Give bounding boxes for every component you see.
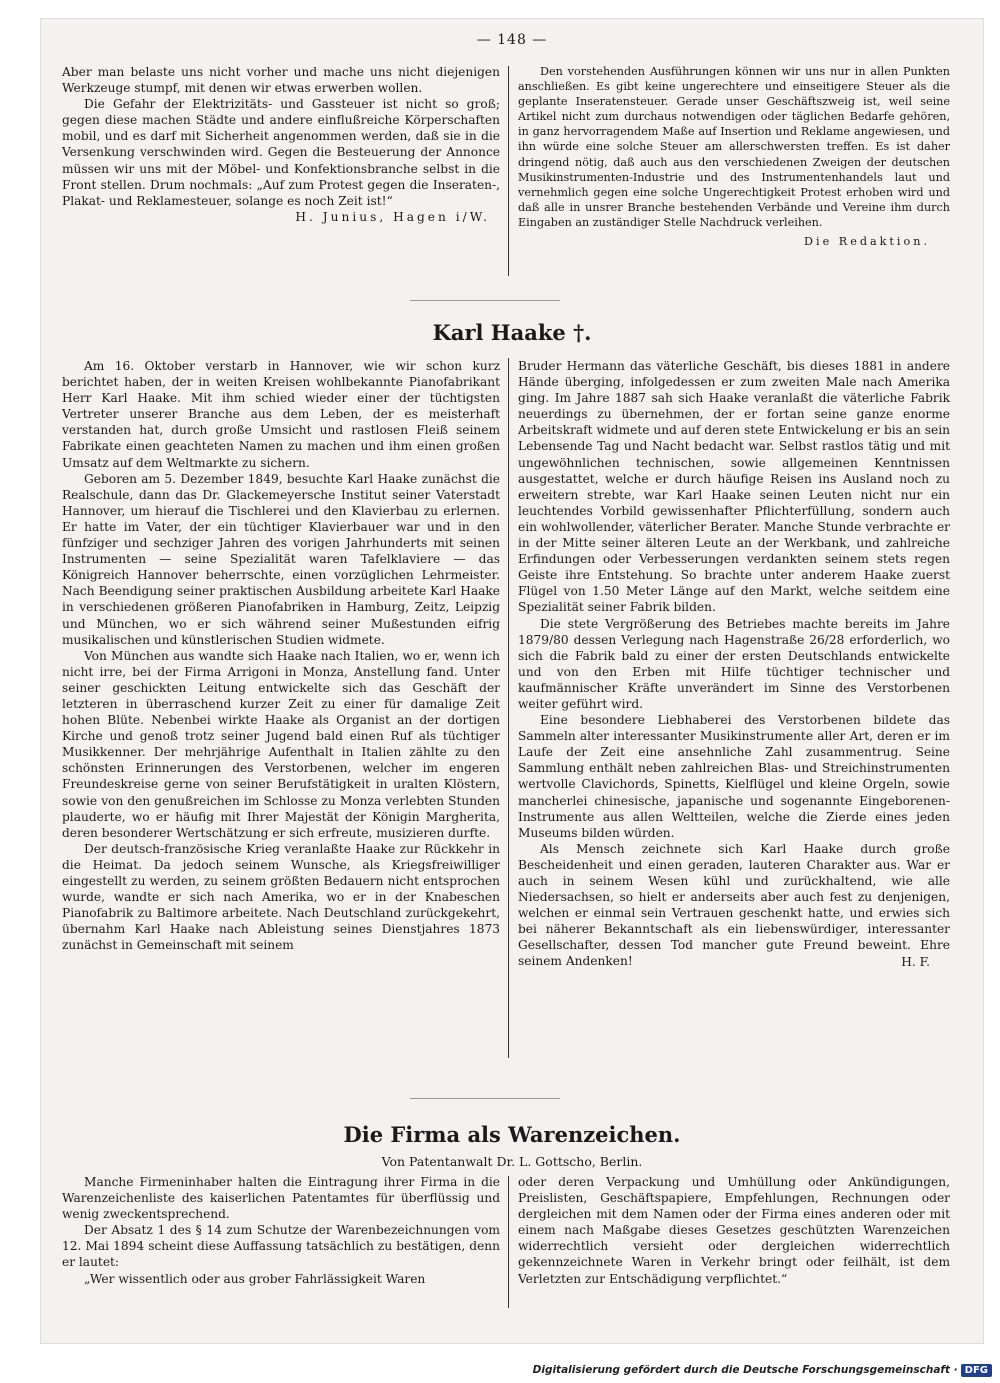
byline: Von Patentanwalt Dr. L. Gottscho, Berlin. — [381, 1154, 643, 1169]
paragraph: Geboren am 5. Dezember 1849, besuchte Karl Haake zunächst die Realschule, dann das Dr. Glackemeyersche Institut seiner Vaterstadt Hannover, um hierauf die Tischlerei und den Klavierbau zu erlernen. Er hatte im Vater, der ein tüchtiger Klavierbauer war und in den fünfziger und sechziger Jahren des vorigen Jahrhunderts mit seinen Instrumenten — seine Spezialität waren Tafelklaviere — das Königreich Hannover beherrschte, einen vorzüglichen Lehrmeister. Nach Beendigung seiner praktischen Ausbildung arbeitete Karl Haake in verschiedenen größeren Pianofabriken in Hamburg, Zeitz, Leipzig und München, wo er sich während seiner Mußestunden eifrig musikalischen und künstlerischen Studien widmete. — [62, 471, 500, 647]
paragraph: Von München aus wandte sich Haake nach Italien, wo er, wenn ich nicht irre, bei der Firma Arrigoni in Monza, Anstellung fand. Unter seiner geschickten Leitung entwickelte sich das Geschäft der letzteren in überraschend kurzer Zeit zu einer für damalige Zeit hohen Blüte. Nebenbei wirkte Haake als Organist an der dortigen Kirche und genoß trotz seiner Jugend bald einen Ruf als tüchtiger Musikkenner. Der mehrjährige Aufenthalt in Italien zählte zu den schönsten Erinnerungen des Verstorbenen, welcher im engeren Freundeskreise gerne von seiner Berufstätigkeit in uralten Klöstern, sowie von den genußreichen im Schlosse zu Monza verlebten Stunden plauderte, wo er häufig mit Ihrer Majestät der Königin Margherita, deren besonderer Wertschätzung er sich erfreute, musizieren durfte. — [62, 648, 500, 840]
article-title: Die Firma als Warenzeichen. — [343, 1122, 681, 1147]
top-right-column — [518, 64, 950, 249]
paragraph: Manche Firmeninhaber halten die Eintragung ihrer Firma in die Warenzeichenliste des kaiserlichen Patentamtes für überflüssig und wenig zweckentsprechend. — [62, 1175, 500, 1222]
column-divider — [508, 66, 509, 276]
paragraph: Bruder Hermann das väterliche Geschäft, bis dieses 1881 in andere Hände überging, infolgedessen er zum zweiten Male nach Amerika ging. Im Jahre 1887 sah sich Haake veranlaßt die väterliche Fabrik neuerdings zu übernehmen, der er fortan seine ganze enorme Arbeitskraft widmete und auf deren stete Entwickelung er bis an sein Lebensende Tag und Nacht bedacht war. Selbst rastlos tätig und mit ungewöhnlichen technischen, sowie allgemeinen Kenntnissen ausgestattet, welche er durch häufige Reisen ins Ausland noch zu erweitern strebte, war Karl Haake seinen Leuten nicht nur ein leuchtendes Vorbild gewissenhafter Pflichterfüllung, sondern auch ein wohlwollender, väterlicher Berater. Manche Stunde verbrachte er in der Mitte seiner älteren Leute an der Werkbank, und zahlreiche Erfindungen oder Verbesserungen verdankten seinem stets regen Geiste ihre Entstehung. So brachte unter anderem Haake zuerst Flügel von 1.50 Meter Länge auf den Markt, welche seitdem eine Spezialität seiner Fabrik bilden. — [518, 359, 950, 615]
top-left-column — [62, 64, 500, 225]
paragraph: „Wer wissentlich oder aus grober Fahrlässigkeit Waren — [84, 1271, 426, 1286]
paragraph: Der Absatz 1 des § 14 zum Schutze der Warenbezeichnungen vom 12. Mai 1894 scheint diese Auffassung tatsächlich zu bestätigen, denn er lautet: — [62, 1223, 500, 1270]
signature: H. F. — [901, 954, 930, 969]
article2-right-column — [518, 1174, 950, 1287]
separator — [410, 1098, 560, 1099]
column-divider — [508, 1176, 509, 1308]
page-number: — 148 — — [476, 32, 548, 48]
dfg-logo: DFG — [961, 1364, 992, 1377]
column-divider — [508, 358, 509, 1058]
paragraph: Aber man belaste uns nicht vorher und mache uns nicht diejenigen Werkzeuge stumpf, mit denen wir etwas erwerben wollen. — [62, 65, 500, 96]
paragraph: oder deren Verpackung und Umhüllung oder Ankündigungen, Preislisten, Geschäftspapiere, Empfehlungen, Rechnungen oder dergleichen mit dem Namen oder der Firma eines anderen oder mit einem nach Maßgabe dieses Gesetzes geschützten Warenzeichen widerrechtlich versieht oder dergleichen widerrechtlich gekennzeichnete Waren in Verkehr bringt oder feilhält, ist dem Verletzten zur Entschädigung verpflichtet.“ — [518, 1175, 950, 1286]
paragraph: Die Gefahr der Elektrizitäts- und Gassteuer ist nicht so groß; gegen diese machen Städte und andere einflußreiche Körperschaften mobil, und es darf mit Sicherheit angenommen werden, daß sie in die Versenkung verschwinden wird. Gegen die Besteuerung der Annonce müssen wir uns mit der Möbel- und Konfektionsbranche selbst in die Front stellen. Drum nochmals: „Auf zum Protest gegen die Inseraten-, Plakat- und Reklamesteuer, solange es noch Zeit ist!“ — [62, 97, 500, 208]
article1-left-column — [62, 358, 500, 953]
article2-left-column — [62, 1174, 500, 1287]
article-title: Karl Haake †. — [432, 320, 592, 345]
paragraph: Als Mensch zeichnete sich Karl Haake durch große Bescheidenheit und einen geraden, lauteren Charakter aus. War er auch in seinem Wesen kühl und zurückhaltend, wie alle Niedersachsen, so hielt er anderseits aber auch fest zu denjenigen, welchen er einmal sein Vertrauen geschenkt hatte, und erwies sich bei näherer Bekanntschaft als ein liebenswürdiger, interessanter Gesellschafter, dessen Tod mancher gute Freund beweint. Ehre seinem Andenken! — [518, 841, 950, 969]
newspaper-page — [40, 18, 984, 1344]
paragraph: Der deutsch-französische Krieg veranlaßte Haake zur Rückkehr in die Heimat. Da jedoch seinem Wunsche, als Kriegsfreiwilliger eingestellt zu werden, zu seinem größten Bedauern nicht entsprochen wurde, wandte er sich nach Amerika, wo er in der Knabeschen Pianofabrik zu Baltimore arbeitete. Nach Deutschland zurückgekehrt, übernahm Karl Haake nach Ableistung seines Dienstjahres 1873 zunächst in Gemeinschaft mit seinem — [62, 841, 500, 953]
paragraph: Die stete Vergrößerung des Betriebes machte bereits im Jahre 1879/80 dessen Verlegung nach Hagenstraße 26/28 erforderlich, wo sich die Fabrik bald zu einer der ersten Deutschlands entwickelte und von den Erben mit Hilfe tüchtiger technischer und kaufmännischer Kräfte unverändert im Sinne des Verstorbenen weiter geführt wird. — [518, 616, 950, 711]
footer-text: Digitalisierung gefördert durch die Deutsche Forschungsgemeinschaft · — [532, 1364, 958, 1376]
paragraph: Eine besondere Liebhaberei des Verstorbenen bildete das Sammeln alter interessanter Musikinstrumente aller Art, deren er im Laufe der Zeit eine ansehnliche Zahl zusammentrug. Seine Sammlung enthält neben zahlreichen Blas- und Streichinstrumenten wertvolle Clavichords, Spinetts, Kielflügel und kleine Orgeln, sowie mancherlei chinesische, japanische und sogenannte Eingeborenen-Instrumente aus allen Weltteilen, welche die Zierde eines jeden Museums bilden würden. — [518, 713, 950, 840]
separator — [410, 300, 560, 301]
paragraph: Den vorstehenden Ausführungen können wir uns nur in allen Punkten anschließen. Es gibt keine ungerechtere und einseitigere Steuer als die geplante Inseratensteuer. Gerade unser Geschäftszweig ist, weil seine Artikel nicht zum durchaus notwendigen oder täglichen Bedarfe gehören, in ganz hervorragendem Maße auf Insertion und Reklame angewiesen, und ihn würde eine solche Steuer am allerschwersten treffen. Es ist daher dringend nötig, daß auch aus den verschiedenen Zweigen der deutschen Musikinstrumenten-Industrie und des Instrumentenhandels laut und vernehmlich gegen eine solche Ungerechtigkeit Protest erhoben wird und daß alle in unsrer Branche bestehenden Verbände und Vereine ihm durch Eingaben an zuständiger Stelle Nachdruck verleihen. — [518, 65, 950, 229]
footer-credit — [533, 1364, 992, 1377]
paragraph: Am 16. Oktober verstarb in Hannover, wie wir schon kurz berichtet haben, der in weiten Kreisen wohlbekannte Pianofabrikant Herr Karl Haake. Mit ihm schied wieder einer der tüchtigsten Vertreter unserer Branche aus dem Leben, der es meisterhaft verstanden hat, durch große Umsicht und rastlosen Fleiß seinem Fabrikate einen geachteten Namen zu machen und ihm einen großen Umsatz auf dem Weltmarkte zu sichern. — [62, 359, 500, 470]
signature: H. Junius, Hagen i/W. — [295, 209, 490, 224]
article1-right-column — [518, 358, 950, 970]
signature: Die Redaktion. — [804, 235, 930, 249]
